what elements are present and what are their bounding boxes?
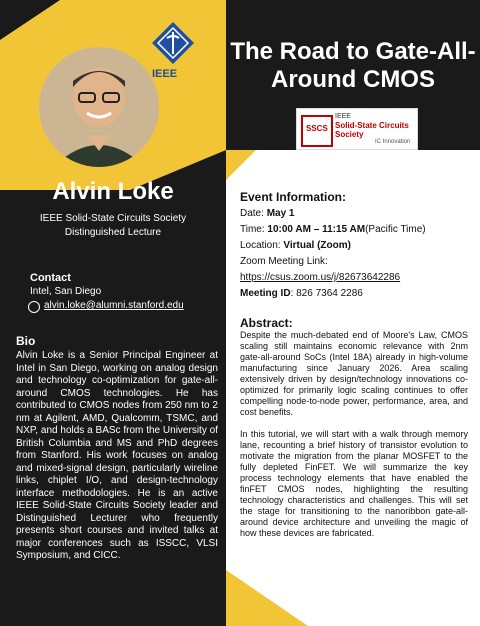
- bio-heading: Bio: [16, 334, 36, 348]
- meeting-id: Meeting ID: 826 7364 2286: [240, 288, 363, 299]
- ieee-logo-icon: [150, 20, 196, 66]
- bio-text: Alvin Loke is a Senior Principal Engineer at Intel in San Diego, working on analog design and technology co-optimization for gate-all-around CMOS technologies. He has contributed to CMOS nodes from 250 nm to 2 nm at Agilent, AMD, Qualcomm, TSMC, and NXP, and holds a BASc from the University of British Columbia and MS and PhD degrees from Stanford. His work focuses on analog and mixed-signal design, particularly wireline links, chiplet I/O, and design-technology interface methodologies. He is an active IEEE Solid-State Circuits Society leader and Distinguished Lecturer who frequently presents short courses and invited talks at major conferences such as ISSCC, VLSI Symposium, and CICC.: [16, 350, 218, 561]
- sscs-society: Solid-State Circuits Society: [335, 121, 409, 139]
- bottom-yellow-triangle: [226, 570, 308, 626]
- email-icon: [28, 301, 40, 313]
- ieee-label: IEEE: [152, 68, 178, 80]
- contact-email-link[interactable]: alvin.loke@alumni.stanford.edu: [44, 300, 184, 311]
- yellow-accent-stripe: [226, 150, 480, 180]
- event-location: Location: Virtual (Zoom): [240, 240, 351, 251]
- contact-location: Intel, San Diego: [30, 286, 102, 297]
- abstract-heading: Abstract:: [240, 316, 293, 330]
- zoom-label: Zoom Meeting Link:: [240, 256, 328, 267]
- zoom-link[interactable]: https://csus.zoom.us/j/82673642286: [240, 272, 401, 283]
- contact-heading: Contact: [30, 272, 71, 284]
- event-date: Date: May 1: [240, 208, 295, 219]
- event-time: Time: 10:00 AM – 11:15 AM(Pacific Time): [240, 224, 426, 235]
- speaker-photo: [36, 44, 162, 170]
- sscs-mark-icon: SSCS: [301, 115, 333, 147]
- event-heading: Event Information:: [240, 190, 347, 204]
- speaker-name: Alvin Loke: [52, 178, 174, 205]
- sscs-tagline: IC Innovation: [375, 139, 411, 145]
- speaker-subtitle: IEEE Solid-State Circuits Society Distinguished Lecture: [39, 213, 187, 238]
- abstract-text: Despite the much-debated end of Moore's Law, CMOS scaling still maintains economic relevance with 2nm gate-all-around SoCs (Intel 18A) already in high-volume manufacturing since January 2026. Area scaling extensively driven by design/technology innovations co-optimized for primarily logic scaling continues to offer compelling node-to-node power, performance, area, and cost benefits. In this tutorial, we will start with a walk through memory lane, recounting a brief history of transistor evolution to motivate the migration from the planar MOSFET to the fully depleted FinFET. We will summarize the key process technology elements that have enabled the finFET CMOS nodes, highlighting the resulting technology characteristics and challenges. This will set the stage for transitioning to the nanoribbon gate-all-around device architecture and unveiling the magic of how these devices are fabricated.: [240, 330, 468, 538]
- sscs-ieee: IEEE: [335, 113, 351, 120]
- page-title: The Road to Gate-All-Around CMOS: [230, 38, 476, 93]
- sscs-logo: [296, 108, 418, 150]
